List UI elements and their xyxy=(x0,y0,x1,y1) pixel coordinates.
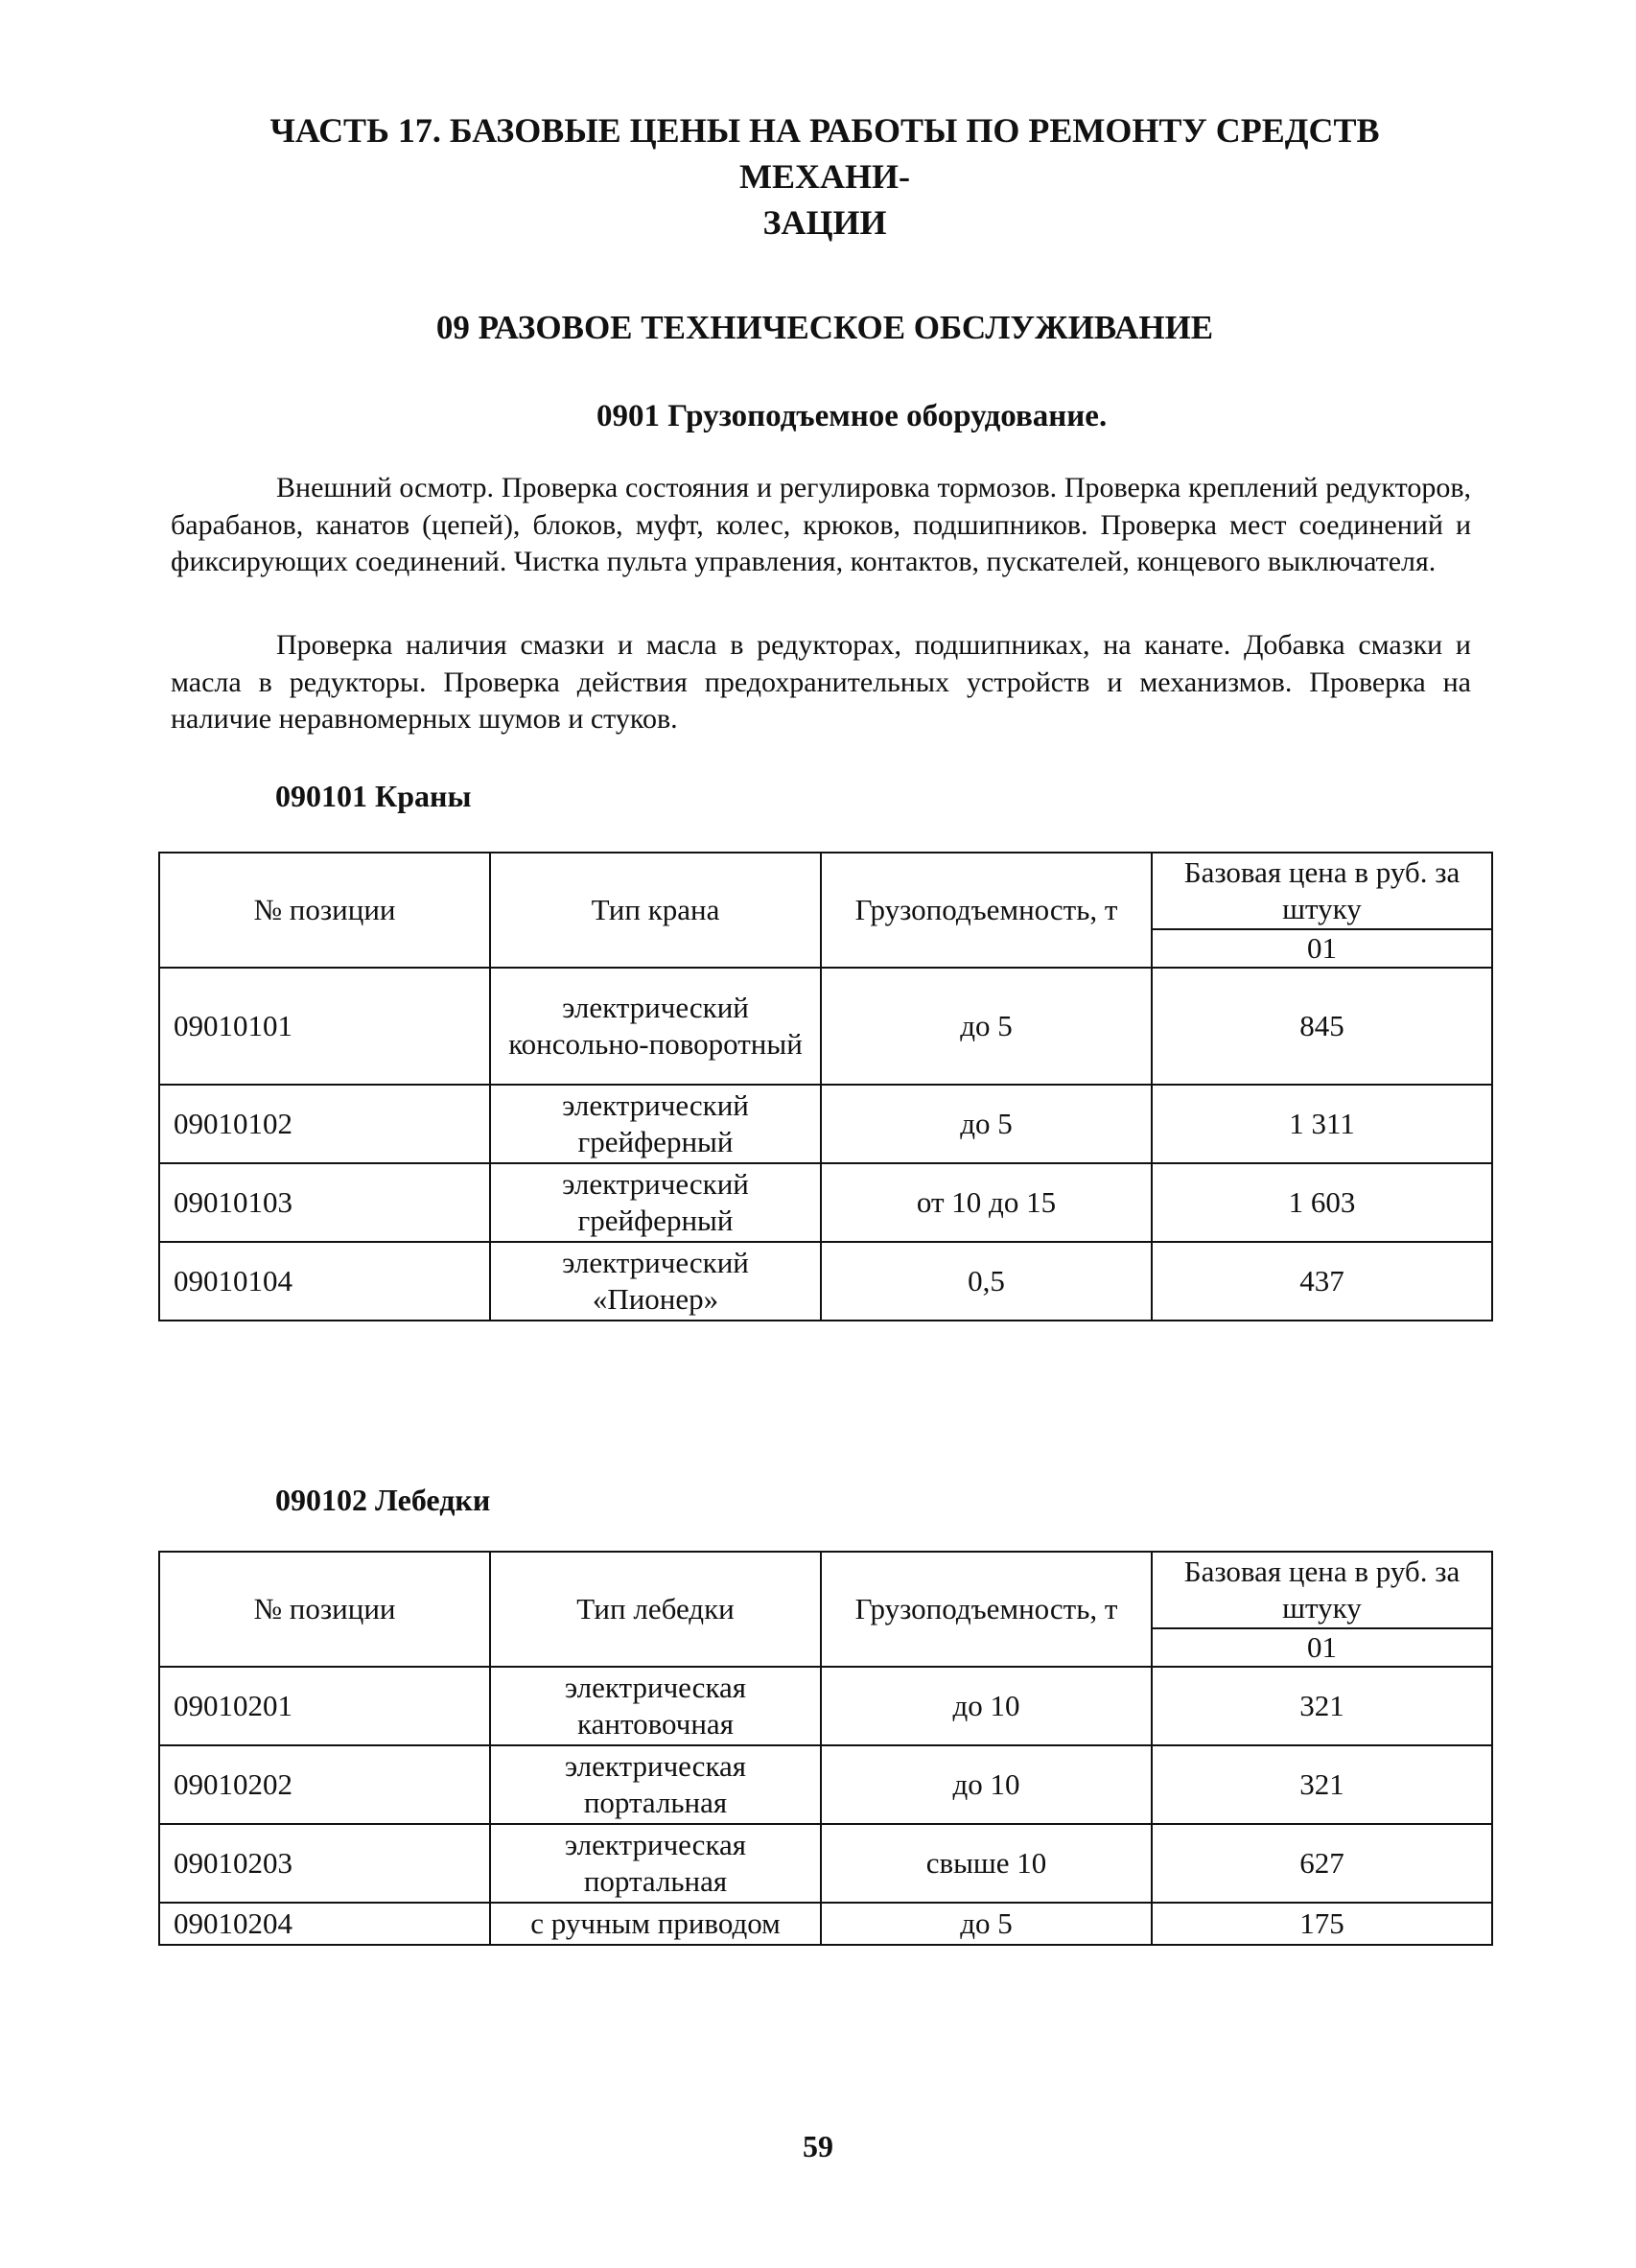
cell-type: электрический грейферный xyxy=(490,1163,821,1242)
cell-capacity: до 5 xyxy=(821,968,1152,1085)
cell-capacity: до 10 xyxy=(821,1745,1152,1824)
cell-price: 845 xyxy=(1152,968,1492,1085)
subsection-title: 0901 Грузоподъемное оборудование. xyxy=(596,399,1108,433)
winches-price-table xyxy=(158,1551,1493,1946)
cell-code: 09010202 xyxy=(159,1745,490,1824)
cell-code: 09010201 xyxy=(159,1667,490,1745)
table-row xyxy=(159,968,1492,1085)
cell-type: с ручным приводом xyxy=(490,1903,821,1945)
column-header-position: № позиции xyxy=(159,853,490,968)
column-header-position: № позиции xyxy=(159,1552,490,1667)
cell-type: электрическая портальная xyxy=(490,1824,821,1903)
cell-price: 1 311 xyxy=(1152,1085,1492,1163)
cell-price: 321 xyxy=(1152,1667,1492,1745)
cell-code: 09010103 xyxy=(159,1163,490,1242)
table-row xyxy=(159,1824,1492,1903)
table-row xyxy=(159,1163,1492,1242)
page-number: 59 xyxy=(803,2129,833,2163)
part-title-line-2: ЗАЦИИ xyxy=(762,203,887,242)
cell-price: 175 xyxy=(1152,1903,1492,1945)
cell-capacity: 0,5 xyxy=(821,1242,1152,1321)
cell-code: 09010101 xyxy=(159,968,490,1085)
column-header-type: Тип крана xyxy=(490,853,821,968)
cell-code: 09010104 xyxy=(159,1242,490,1321)
cell-code: 09010204 xyxy=(159,1903,490,1945)
table-row xyxy=(159,1085,1492,1163)
cell-price: 1 603 xyxy=(1152,1163,1492,1242)
column-header-price: Базовая цена в руб. за штуку xyxy=(1152,1552,1492,1628)
column-header-price-sub: 01 xyxy=(1152,929,1492,968)
cell-type: электрическая кантовочная xyxy=(490,1667,821,1745)
description-paragraph-1: Внешний осмотр. Проверка состояния и регулировка тормозов. Проверка креплений редукторов, барабанов, канатов (цепей), блоков, муфт, колес, крюков, подшипников. Проверка мест соединений и фиксирующих соединений. Чистка пульта управления, контактов, пускателей, концевого выключателя. xyxy=(171,472,1471,577)
cell-price: 321 xyxy=(1152,1745,1492,1824)
cell-price: 627 xyxy=(1152,1824,1492,1903)
cell-capacity: до 5 xyxy=(821,1085,1152,1163)
cell-type: электрическая портальная xyxy=(490,1745,821,1824)
description-paragraph-2: Проверка наличия смазки и масла в редукторах, подшипниках, на канате. Добавка смазки и масла в редукторы. Проверка действия предохранительных устройств и механизмов. Проверка на наличие неравномерных шумов и стуков. xyxy=(171,629,1471,735)
winches-table-heading: 090102 Лебедки xyxy=(275,1483,491,1517)
cell-type: электрический консольно-поворотный xyxy=(490,968,821,1085)
column-header-capacity: Грузоподъемность, т xyxy=(821,853,1152,968)
cell-price: 437 xyxy=(1152,1242,1492,1321)
cranes-table-heading: 090101 Краны xyxy=(275,779,472,813)
cell-type: электрический грейферный xyxy=(490,1085,821,1163)
table-row xyxy=(159,1903,1492,1945)
table-row xyxy=(159,1667,1492,1745)
cell-code: 09010203 xyxy=(159,1824,490,1903)
column-header-capacity: Грузоподъемность, т xyxy=(821,1552,1152,1667)
column-header-price: Базовая цена в руб. за штуку xyxy=(1152,853,1492,929)
section-title: 09 РАЗОВОЕ ТЕХНИЧЕСКОЕ ОБСЛУЖИВАНИЕ xyxy=(435,309,1214,346)
column-header-type: Тип лебедки xyxy=(490,1552,821,1667)
part-title xyxy=(182,107,1467,246)
column-header-price-sub: 01 xyxy=(1152,1628,1492,1667)
table-row xyxy=(159,1242,1492,1321)
cell-code: 09010102 xyxy=(159,1085,490,1163)
cell-capacity: свыше 10 xyxy=(821,1824,1152,1903)
table-row xyxy=(159,1745,1492,1824)
cranes-price-table xyxy=(158,852,1493,1321)
cell-capacity: от 10 до 15 xyxy=(821,1163,1152,1242)
cell-capacity: до 5 xyxy=(821,1903,1152,1945)
cell-capacity: до 10 xyxy=(821,1667,1152,1745)
cell-type: электрический «Пионер» xyxy=(490,1242,821,1321)
part-title-line-1: ЧАСТЬ 17. БАЗОВЫЕ ЦЕНЫ НА РАБОТЫ ПО РЕМОНТУ СРЕДСТВ МЕХАНИ- xyxy=(269,111,1380,196)
